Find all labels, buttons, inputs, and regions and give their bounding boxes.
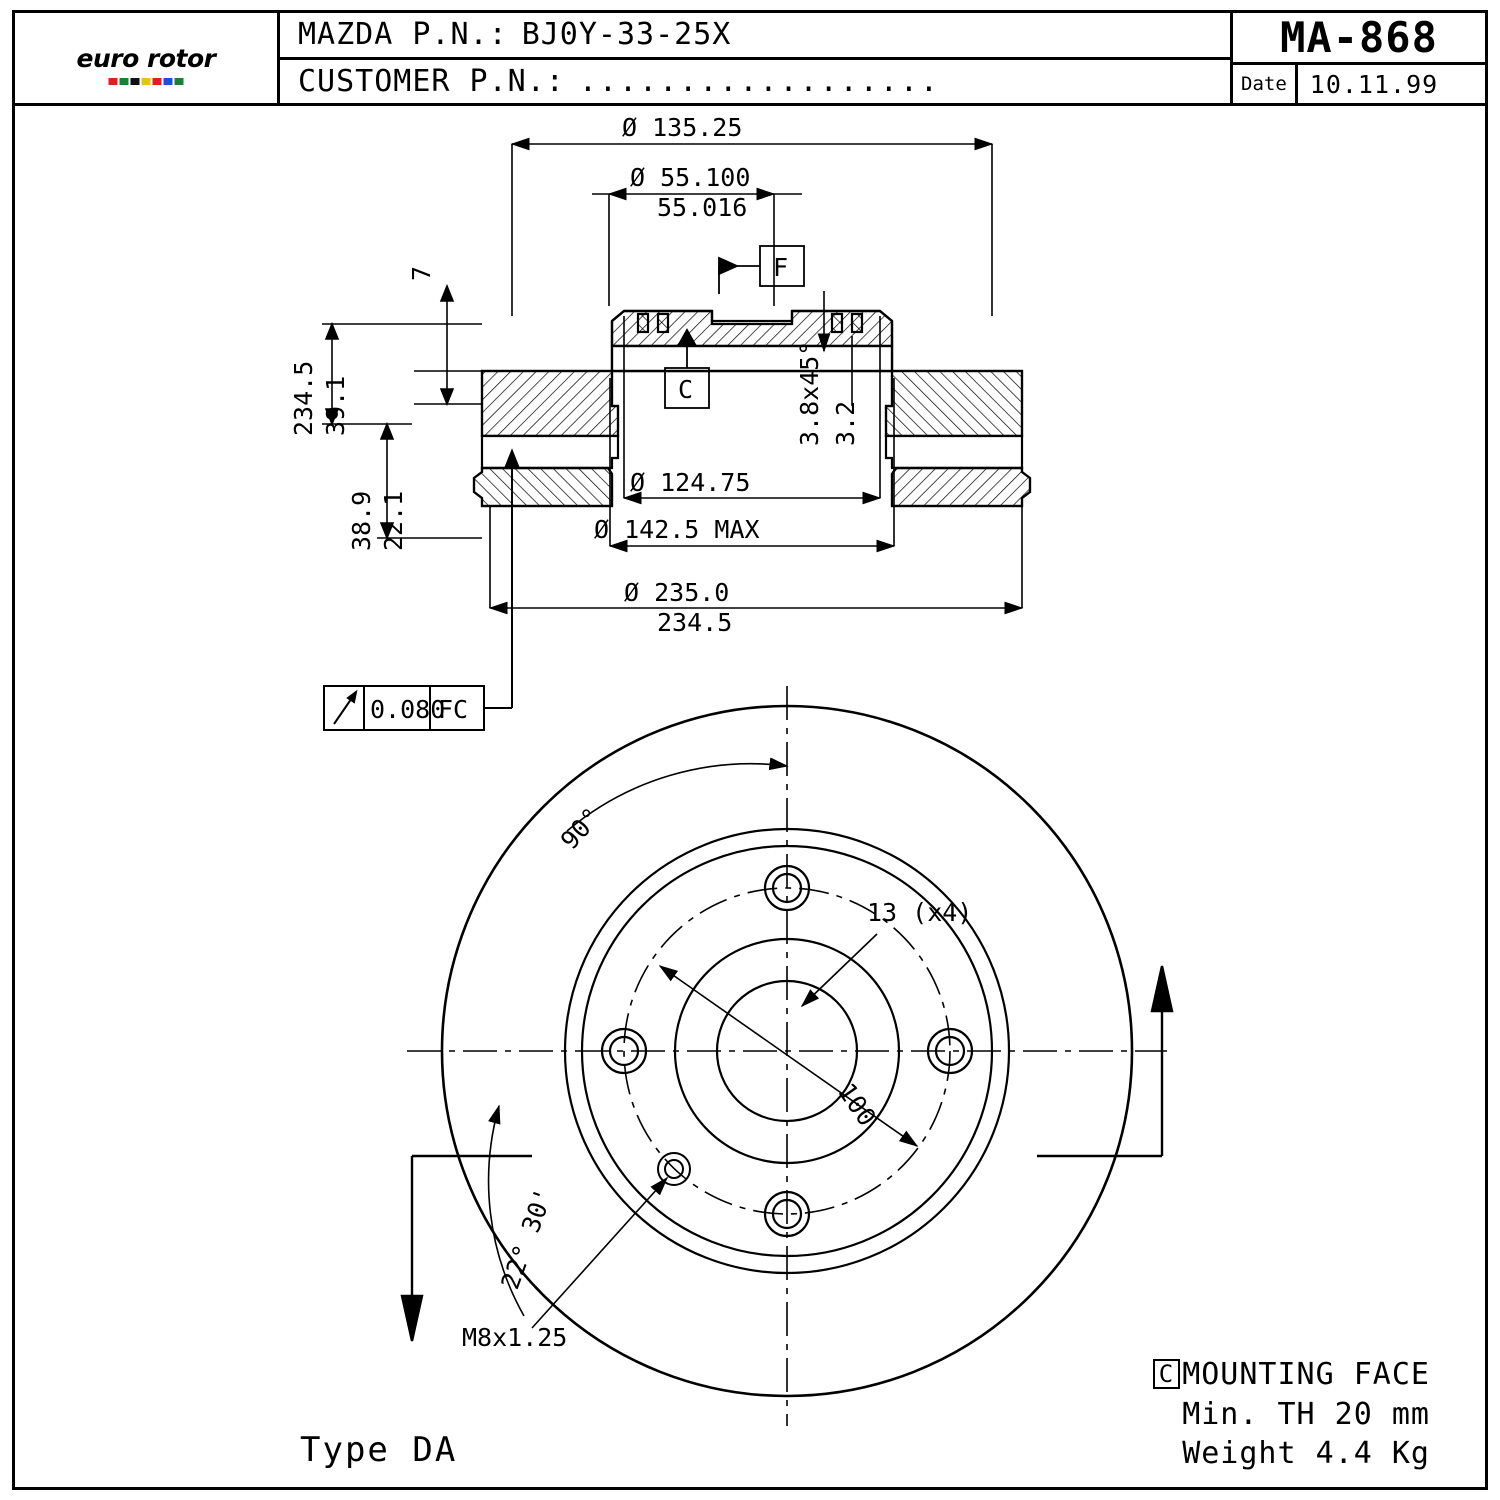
- code-date-cells: [1230, 13, 1485, 103]
- dim-135-25: [512, 144, 992, 316]
- angle-90-label: 90°: [554, 802, 607, 856]
- part-number-cells: [280, 13, 1230, 103]
- stud-hole-note: 13 (x4): [867, 898, 973, 927]
- datum-c-box: C: [1153, 1359, 1180, 1389]
- section-view: [474, 311, 1030, 506]
- min-thickness-note: Min. TH 20 mm: [1182, 1396, 1430, 1432]
- customer-pn-label: CUSTOMER P.N.:: [298, 63, 565, 99]
- mounting-face-note: [1153, 1355, 1430, 1395]
- weight-note: Weight 4.4 Kg: [1182, 1436, 1430, 1472]
- mazda-pn-row: [280, 13, 1230, 60]
- footer-notes: [1153, 1355, 1430, 1474]
- title-block: [12, 10, 1488, 106]
- dim-label-chamfer: 3.8x45°: [795, 340, 824, 446]
- dim-label-3-2: 3.2: [831, 400, 860, 446]
- plan-view: [402, 686, 1172, 1426]
- datum-f: [719, 246, 804, 294]
- customer-pn-value: ..................: [578, 63, 940, 99]
- part-code: MA-868: [1233, 13, 1485, 65]
- dim-label-55-100: Ø 55.100: [630, 163, 751, 192]
- bolt-circle-label: 100: [832, 1077, 882, 1132]
- dim-label-7: 7: [407, 265, 436, 281]
- datum-f-label: F: [773, 253, 789, 282]
- customer-pn-row: [280, 60, 1230, 104]
- date-label: Date: [1233, 65, 1298, 103]
- dim-label-21-9: 22.1: [379, 490, 408, 551]
- dim-label-39-1: 234.5: [289, 360, 318, 436]
- datum-c-label: C: [678, 375, 694, 404]
- dim-7: [414, 286, 482, 404]
- drawing-canvas: [12, 106, 1488, 1490]
- dim-label-142-5: Ø 142.5 MAX: [594, 515, 760, 544]
- logo-color-bars: [109, 78, 184, 85]
- dim-label-38-9: 39.1: [321, 375, 350, 436]
- dim-label-135-25: Ø 135.25: [622, 113, 743, 142]
- brand-logo-text: euro rotor: [76, 43, 216, 73]
- fcf-tolerance: 0.080: [370, 695, 446, 724]
- centre-lines: [407, 686, 1167, 1426]
- section-arrow-right: [1037, 966, 1172, 1156]
- dim-label-234-5-text: 234.5: [657, 608, 733, 637]
- mounting-face-text: MOUNTING FACE: [1182, 1357, 1430, 1392]
- dim-label-22-1: 38.9: [347, 490, 376, 551]
- angle-22-30-label: 22° 30': [495, 1184, 559, 1294]
- date-cell: [1233, 65, 1485, 103]
- dim-label-55-016: 55.016: [657, 193, 748, 222]
- date-value: 10.11.99: [1309, 69, 1439, 99]
- logo-cell: [15, 13, 280, 103]
- dim-label-124-75: Ø 124.75: [630, 468, 751, 497]
- m8-thread-note: M8x1.25: [462, 1323, 568, 1352]
- mazda-pn-label: MAZDA P.N.:: [298, 17, 508, 53]
- dim-label-235-0: Ø 235.0: [624, 578, 730, 607]
- type-label: Type DA: [300, 1430, 458, 1470]
- fcf-datum: FC: [438, 695, 469, 724]
- mazda-pn-value: BJ0Y-33-25X: [521, 17, 732, 53]
